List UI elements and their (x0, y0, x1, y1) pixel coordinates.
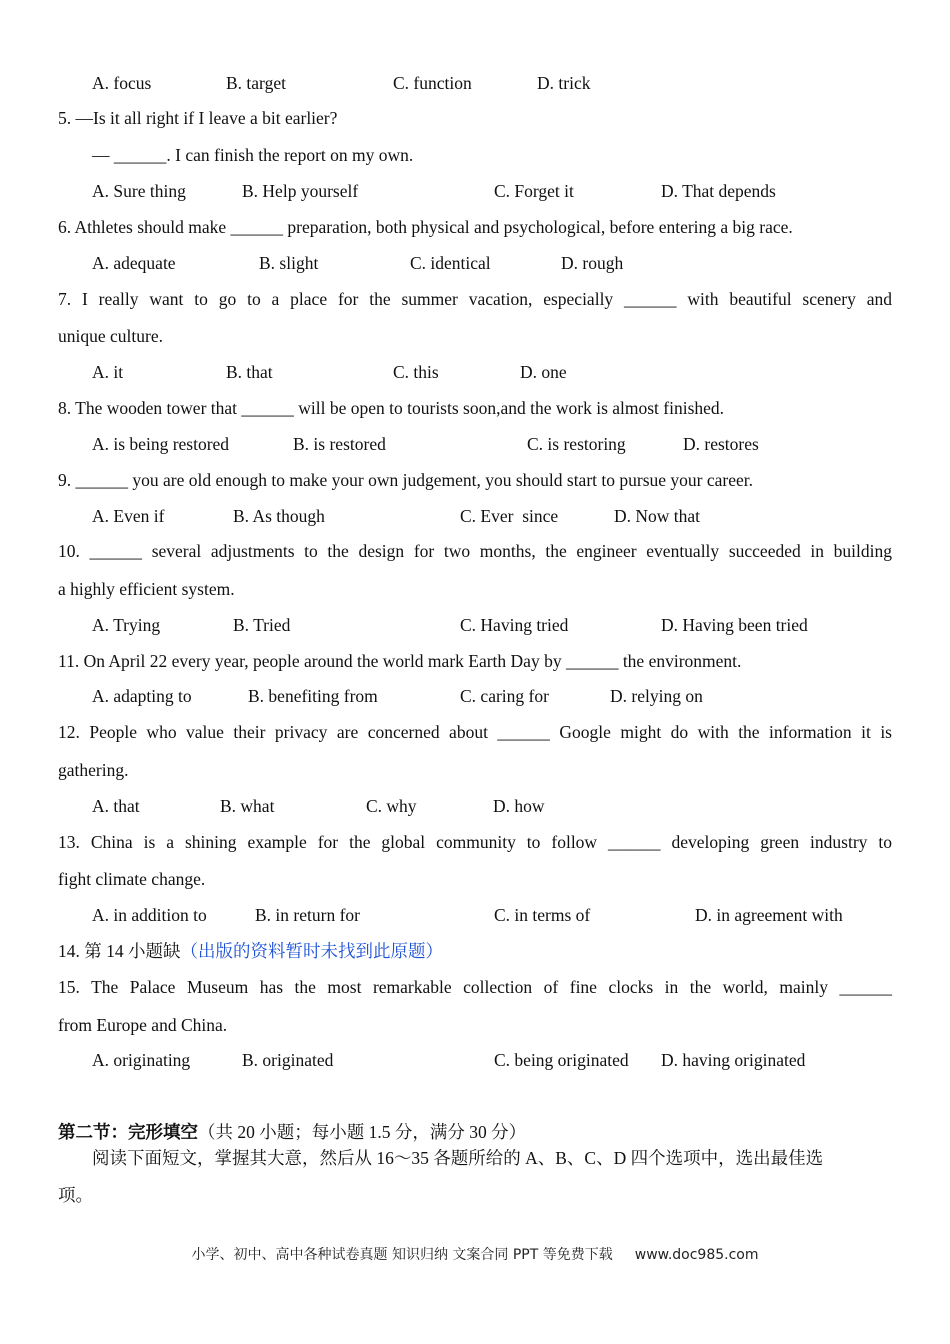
q12-stem-line1: 12. People who value their privacy are concerned about ______ Google might do with the information it is (58, 722, 892, 742)
section2-instruction-line2: 项。 (58, 1185, 93, 1205)
q11-option-b: B. benefiting from (248, 686, 378, 706)
q5-option-a: A. Sure thing (92, 181, 186, 201)
footer-text: 小学、初中、高中各种试卷真题 知识归纳 文案合同 PPT 等免费下载 (191, 1247, 613, 1263)
q13-stem-line1: 13. China is a shining example for the global community to follow ______ developing green industry to (58, 832, 892, 852)
q6-option-c: C. identical (410, 253, 491, 273)
q7-stem-line2: unique culture. (58, 326, 163, 346)
q5-reply: — ______. I can finish the report on my own. (92, 145, 414, 165)
q7-option-c: C. this (393, 362, 439, 382)
q9-option-a: A. Even if (92, 506, 165, 526)
q10-option-b: B. Tried (233, 615, 291, 635)
footer-site-link[interactable]: www.doc985.com (634, 1247, 759, 1263)
q15-option-b: B. originated (242, 1050, 334, 1070)
q5-option-c: C. Forget it (494, 181, 574, 201)
q8-option-b: B. is restored (293, 434, 386, 454)
q8-option-c: C. is restoring (527, 434, 626, 454)
q12-option-b: B. what (220, 796, 275, 816)
q8-option-d: D. restores (683, 434, 759, 454)
section2-heading-title: 第二节：完形填空 (58, 1122, 198, 1142)
q8-stem: 8. The wooden tower that ______ will be open to tourists soon,and the work is almost finished. (58, 398, 725, 418)
q12-option-c: C. why (366, 796, 417, 816)
q14-note: （出版的资料暂时未找到此原题） (180, 941, 443, 961)
q7-option-b: B. that (226, 362, 273, 382)
q13-option-d: D. in agreement with (695, 905, 843, 925)
section2-heading-detail: （共 20 小题；每小题 1.5 分，满分 30 分） (198, 1122, 527, 1142)
q7-option-a: A. it (92, 362, 124, 382)
section2-heading (58, 1121, 892, 1143)
q10-option-d: D. Having been tried (661, 615, 808, 635)
q11-option-c: C. caring for (460, 686, 549, 706)
q6-option-d: D. rough (561, 253, 624, 273)
q6-option-b: B. slight (259, 253, 319, 273)
q8-option-a: A. is being restored (92, 434, 230, 454)
q11-stem: 11. On April 22 every year, people around the world mark Earth Day by ______ the environment. (58, 651, 742, 671)
page-footer (0, 1244, 950, 1264)
q15-option-d: D. having originated (661, 1050, 806, 1070)
q12-option-d: D. how (493, 796, 545, 816)
q11-option-a: A. adapting to (92, 686, 192, 706)
q10-stem-line1: 10. ______ several adjustments to the design for two months, the engineer eventually succeeded in building (58, 541, 892, 561)
q5-option-b: B. Help yourself (242, 181, 359, 201)
q12-option-a: A. that (92, 796, 140, 816)
q4-option-a: A. focus (92, 73, 152, 93)
q9-option-d: D. Now that (614, 506, 701, 526)
q9-option-c: C. Ever since (460, 506, 559, 526)
q10-option-c: C. Having tried (460, 615, 569, 635)
q13-stem-line2: fight climate change. (58, 869, 206, 889)
q7-option-d: D. one (520, 362, 567, 382)
q9-stem: 9. ______ you are old enough to make your own judgement, you should start to pursue your career. (58, 470, 753, 490)
section2-instruction-line1: 阅读下面短文，掌握其大意，然后从 16～35 各题所给的 A、B、C、D 四个选项中，选出最佳选 (92, 1148, 824, 1168)
q14-prefix: 14. 第 14 小题缺 (58, 941, 181, 961)
q6-stem: 6. Athletes should make ______ preparation, both physical and psychological, before entering a big race. (58, 217, 793, 237)
q15-stem-line2: from Europe and China. (58, 1015, 228, 1035)
q13-option-c: C. in terms of (494, 905, 591, 925)
q4-option-d: D. trick (537, 73, 591, 93)
q12-stem-line2: gathering. (58, 760, 129, 780)
q13-option-a: A. in addition to (92, 905, 207, 925)
q9-option-b: B. As though (233, 506, 325, 526)
q14-line (58, 940, 892, 962)
q7-stem-line1: 7. I really want to go to a place for the summer vacation, especially ______ with beautiful scenery and (58, 289, 892, 309)
q4-option-b: B. target (226, 73, 286, 93)
q4-option-c: C. function (393, 73, 472, 93)
q15-option-a: A. originating (92, 1050, 191, 1070)
q13-option-b: B. in return for (255, 905, 360, 925)
q11-option-d: D. relying on (610, 686, 703, 706)
q15-stem-line1: 15. The Palace Museum has the most remarkable collection of fine clocks in the world, mainly ______ (58, 977, 892, 997)
q10-stem-line2: a highly efficient system. (58, 579, 235, 599)
q6-option-a: A. adequate (92, 253, 176, 273)
q5-option-d: D. That depends (661, 181, 776, 201)
q5-stem: 5. —Is it all right if I leave a bit earlier? (58, 108, 338, 128)
q15-option-c: C. being originated (494, 1050, 629, 1070)
q10-option-a: A. Trying (92, 615, 161, 635)
